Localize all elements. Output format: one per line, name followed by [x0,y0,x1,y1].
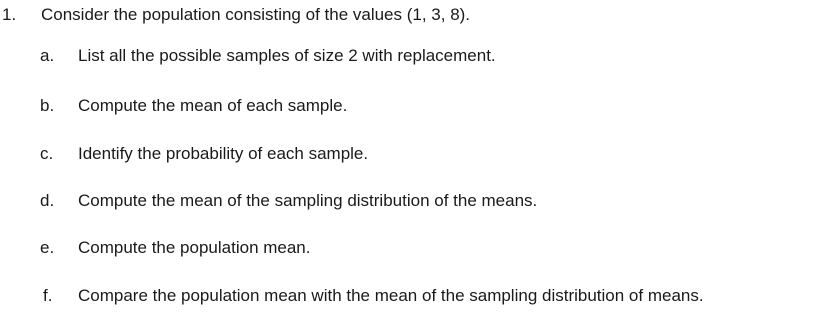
sub-question-letter: e. [40,238,55,257]
sub-question-b [0,96,834,118]
question-stem: Consider the population consisting of the values (1, 3, 8). [41,5,471,24]
sub-question-letter: f. [43,286,53,305]
sub-question-c [0,144,834,166]
sub-question-text: Compute the mean of the sampling distribution of the means. [78,191,538,210]
sub-question-letter: b. [40,96,55,115]
sub-question-letter: c. [40,144,54,163]
question-number: 1. [2,5,17,24]
sub-question-letter: a. [40,46,55,65]
sub-question-a [0,46,834,68]
sub-question-letter: d. [40,191,55,210]
sub-question-text: Compute the mean of each sample. [78,96,348,115]
sub-question-text: Compute the population mean. [78,238,311,257]
sub-question-text: Identify the probability of each sample. [78,144,369,163]
sub-question-e [0,238,834,260]
sub-question-d [0,191,834,213]
sub-question-f [0,286,834,308]
sub-question-text: List all the possible samples of size 2 with replacement. [78,46,496,65]
sub-question-text: Compare the population mean with the mean of the sampling distribution of means. [78,286,704,305]
